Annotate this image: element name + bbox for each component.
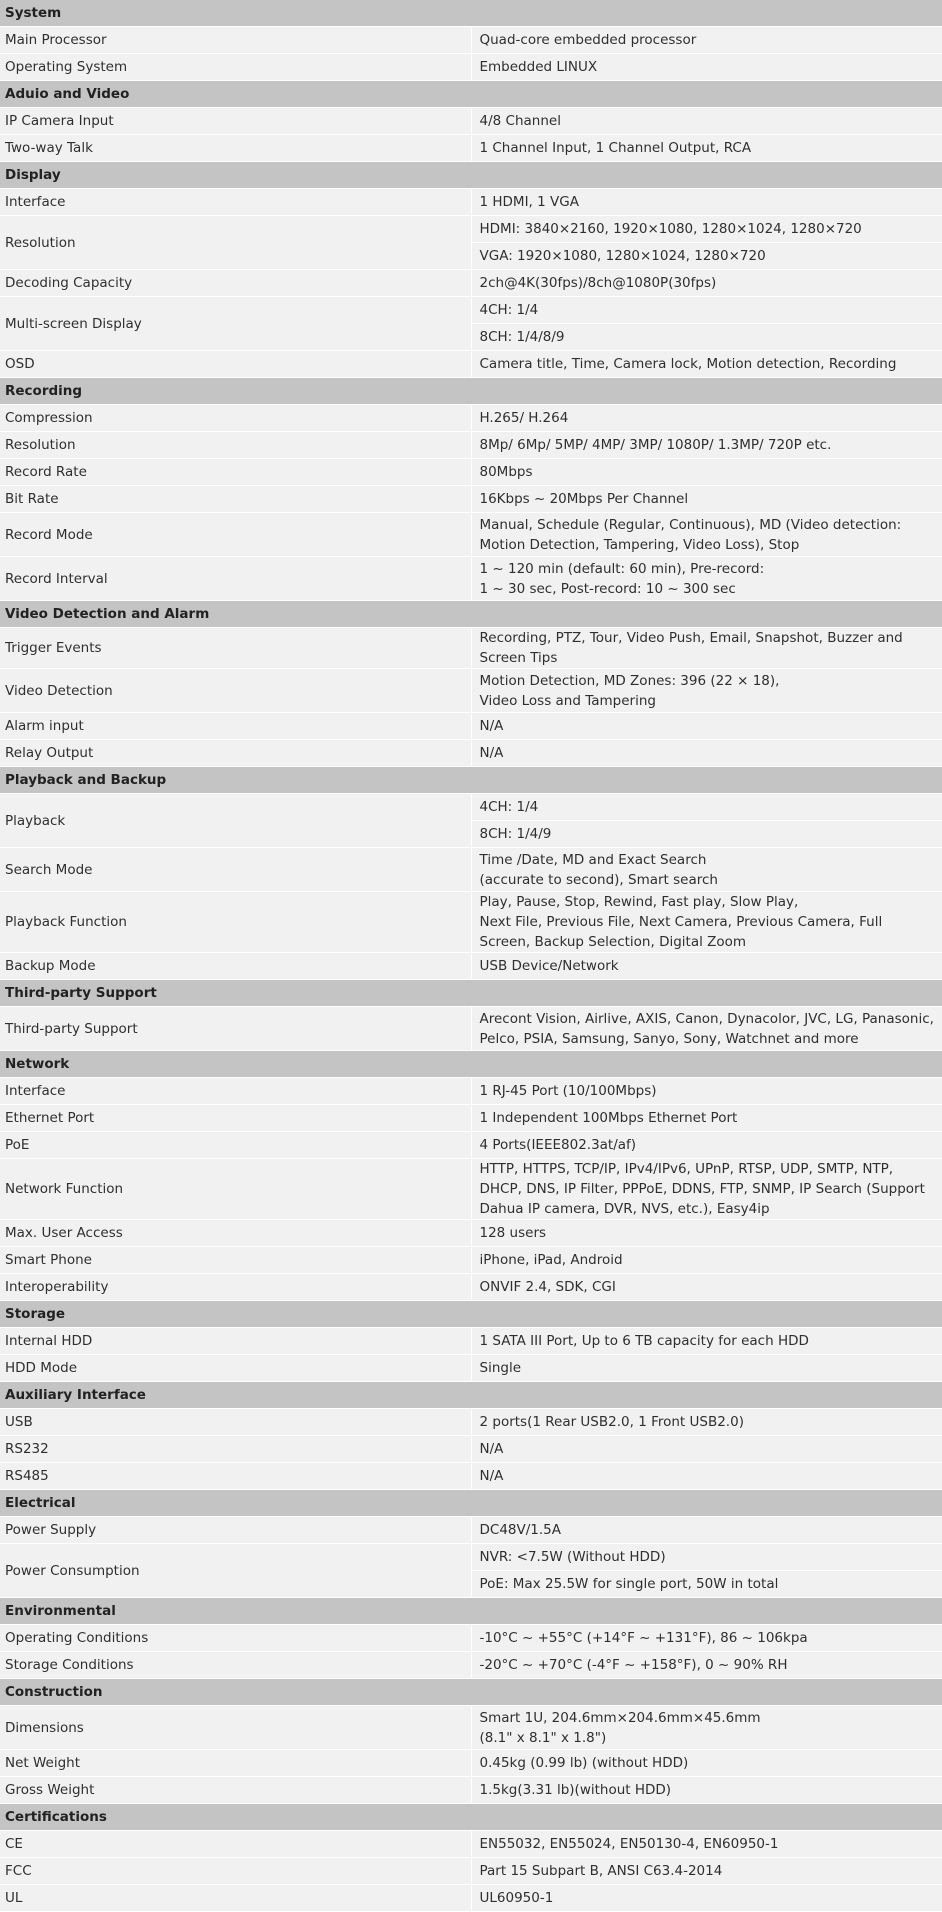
spec-label: Resolution — [0, 216, 471, 270]
spec-row — [0, 1706, 942, 1750]
section-title: Video Detection and Alarm — [0, 601, 942, 628]
spec-row — [0, 1652, 942, 1679]
spec-label: OSD — [0, 351, 471, 378]
spec-value: 2 ports(1 Rear USB2.0, 1 Front USB2.0) — [471, 1409, 942, 1436]
spec-label: Operating Conditions — [0, 1625, 471, 1652]
spec-label: Smart Phone — [0, 1247, 471, 1274]
spec-row — [0, 1132, 942, 1159]
spec-label: Ethernet Port — [0, 1105, 471, 1132]
spec-row — [0, 1220, 942, 1247]
spec-value: Play, Pause, Stop, Rewind, Fast play, Slow Play, Next File, Previous File, Next Camera, Previous Camera, Full Screen, Backup Selection, Digital Zoom — [471, 892, 942, 953]
spec-label: Alarm input — [0, 713, 471, 740]
spec-row — [0, 459, 942, 486]
section-header — [0, 1804, 942, 1831]
spec-value: Part 15 Subpart B, ANSI C63.4-2014 — [471, 1858, 942, 1885]
spec-label: Max. User Access — [0, 1220, 471, 1247]
section-title: Certifications — [0, 1804, 942, 1831]
section-header — [0, 767, 942, 794]
spec-label: IP Camera Input — [0, 108, 471, 135]
spec-label: Power Consumption — [0, 1544, 471, 1598]
spec-label: Record Interval — [0, 557, 471, 601]
spec-label: Net Weight — [0, 1750, 471, 1777]
spec-value: PoE: Max 25.5W for single port, 50W in total — [471, 1571, 942, 1598]
section-header — [0, 980, 942, 1007]
spec-row — [0, 270, 942, 297]
spec-row — [0, 892, 942, 953]
spec-row — [0, 1625, 942, 1652]
spec-row — [0, 405, 942, 432]
spec-value: NVR: <7.5W (Without HDD) — [471, 1544, 942, 1571]
spec-label: Bit Rate — [0, 486, 471, 513]
spec-label: Multi-screen Display — [0, 297, 471, 351]
spec-label: Internal HDD — [0, 1328, 471, 1355]
spec-label: Relay Output — [0, 740, 471, 767]
spec-value: ONVIF 2.4, SDK, CGI — [471, 1274, 942, 1301]
spec-label: Backup Mode — [0, 953, 471, 980]
section-title: Auxiliary Interface — [0, 1382, 942, 1409]
spec-value: 1 SATA III Port, Up to 6 TB capacity for each HDD — [471, 1328, 942, 1355]
spec-value: N/A — [471, 1463, 942, 1490]
spec-row — [0, 1750, 942, 1777]
spec-row — [0, 1355, 942, 1382]
section-title: Environmental — [0, 1598, 942, 1625]
spec-value: 4 Ports(IEEE802.3at/af) — [471, 1132, 942, 1159]
section-title: Playback and Backup — [0, 767, 942, 794]
spec-label: Decoding Capacity — [0, 270, 471, 297]
spec-row — [0, 1777, 942, 1804]
spec-value: 1 RJ-45 Port (10/100Mbps) — [471, 1078, 942, 1105]
spec-row — [0, 1436, 942, 1463]
spec-value: 1 Independent 100Mbps Ethernet Port — [471, 1105, 942, 1132]
spec-label: Third-party Support — [0, 1007, 471, 1051]
section-title: Electrical — [0, 1490, 942, 1517]
spec-row — [0, 1159, 942, 1220]
section-title: Construction — [0, 1679, 942, 1706]
section-header — [0, 1490, 942, 1517]
spec-label: Main Processor — [0, 27, 471, 54]
spec-row — [0, 1007, 942, 1051]
spec-value: 0.45kg (0.99 lb) (without HDD) — [471, 1750, 942, 1777]
spec-label: FCC — [0, 1858, 471, 1885]
spec-value: 80Mbps — [471, 459, 942, 486]
section-title: Third-party Support — [0, 980, 942, 1007]
spec-row — [0, 513, 942, 557]
spec-row — [0, 740, 942, 767]
section-header — [0, 81, 942, 108]
spec-value: Manual, Schedule (Regular, Continuous), MD (Video detection: Motion Detection, Tampering, Video Loss), Stop — [471, 513, 942, 557]
spec-row — [0, 1831, 942, 1858]
section-header — [0, 1679, 942, 1706]
spec-label: Record Rate — [0, 459, 471, 486]
spec-value: Recording, PTZ, Tour, Video Push, Email, Snapshot, Buzzer and Screen Tips — [471, 628, 942, 669]
spec-value: HDMI: 3840×2160, 1920×1080, 1280×1024, 1280×720 — [471, 216, 942, 243]
spec-row — [0, 1274, 942, 1301]
spec-row — [0, 1544, 942, 1571]
spec-label: Dimensions — [0, 1706, 471, 1750]
spec-label: Interface — [0, 1078, 471, 1105]
spec-label: Interoperability — [0, 1274, 471, 1301]
spec-value: 1 ~ 120 min (default: 60 min), Pre-record: 1 ~ 30 sec, Post-record: 10 ~ 300 sec — [471, 557, 942, 601]
spec-row — [0, 351, 942, 378]
section-header — [0, 378, 942, 405]
spec-label: RS232 — [0, 1436, 471, 1463]
section-header — [0, 1301, 942, 1328]
spec-label: Power Supply — [0, 1517, 471, 1544]
spec-value: Time /Date, MD and Exact Search (accurate to second), Smart search — [471, 848, 942, 892]
spec-label: RS485 — [0, 1463, 471, 1490]
section-header — [0, 1382, 942, 1409]
spec-label: PoE — [0, 1132, 471, 1159]
section-title: Network — [0, 1051, 942, 1078]
spec-row — [0, 1247, 942, 1274]
spec-value: DC48V/1.5A — [471, 1517, 942, 1544]
section-header — [0, 1051, 942, 1078]
spec-label: Interface — [0, 189, 471, 216]
spec-row — [0, 297, 942, 324]
spec-label: Storage Conditions — [0, 1652, 471, 1679]
section-title: Display — [0, 162, 942, 189]
spec-value: VGA: 1920×1080, 1280×1024, 1280×720 — [471, 243, 942, 270]
spec-value: USB Device/Network — [471, 953, 942, 980]
section-header — [0, 1598, 942, 1625]
spec-row — [0, 953, 942, 980]
spec-value: 2ch@4K(30fps)/8ch@1080P(30fps) — [471, 270, 942, 297]
spec-row — [0, 189, 942, 216]
section-title: Storage — [0, 1301, 942, 1328]
spec-row — [0, 108, 942, 135]
spec-value: -10°C ~ +55°C (+14°F ~ +131°F), 86 ~ 106kpa — [471, 1625, 942, 1652]
spec-label: USB — [0, 1409, 471, 1436]
section-header — [0, 601, 942, 628]
spec-value: 8CH: 1/4/8/9 — [471, 324, 942, 351]
spec-value: UL60950-1 — [471, 1885, 942, 1912]
spec-row — [0, 628, 942, 669]
spec-value: H.265/ H.264 — [471, 405, 942, 432]
spec-value: Single — [471, 1355, 942, 1382]
spec-label: Network Function — [0, 1159, 471, 1220]
spec-value: 4/8 Channel — [471, 108, 942, 135]
spec-label: Compression — [0, 405, 471, 432]
spec-row — [0, 135, 942, 162]
spec-value: HTTP, HTTPS, TCP/IP, IPv4/IPv6, UPnP, RTSP, UDP, SMTP, NTP, DHCP, DNS, IP Filter, PPPoE, DDNS, FTP, SNMP, IP Search (Support Dahua IP camera, DVR, NVS, etc.), Easy4ip — [471, 1159, 942, 1220]
spec-value: Embedded LINUX — [471, 54, 942, 81]
spec-label: Record Mode — [0, 513, 471, 557]
spec-value: N/A — [471, 1436, 942, 1463]
spec-value: 1 HDMI, 1 VGA — [471, 189, 942, 216]
spec-row — [0, 486, 942, 513]
spec-value: 4CH: 1/4 — [471, 297, 942, 324]
spec-value: 16Kbps ~ 20Mbps Per Channel — [471, 486, 942, 513]
spec-value: 8Mp/ 6Mp/ 5MP/ 4MP/ 3MP/ 1080P/ 1.3MP/ 720P etc. — [471, 432, 942, 459]
section-header — [0, 0, 942, 27]
spec-label: Two-way Talk — [0, 135, 471, 162]
spec-value: 128 users — [471, 1220, 942, 1247]
spec-row — [0, 1105, 942, 1132]
spec-label: Playback — [0, 794, 471, 848]
spec-value: N/A — [471, 713, 942, 740]
spec-value: Camera title, Time, Camera lock, Motion detection, Recording — [471, 351, 942, 378]
spec-row — [0, 432, 942, 459]
spec-label: CE — [0, 1831, 471, 1858]
spec-label: Video Detection — [0, 669, 471, 713]
spec-row — [0, 1328, 942, 1355]
spec-row — [0, 54, 942, 81]
spec-row — [0, 1078, 942, 1105]
spec-value: N/A — [471, 740, 942, 767]
spec-row — [0, 1517, 942, 1544]
spec-value: Motion Detection, MD Zones: 396 (22 × 18), Video Loss and Tampering — [471, 669, 942, 713]
spec-label: Gross Weight — [0, 1777, 471, 1804]
spec-value: 4CH: 1/4 — [471, 794, 942, 821]
section-title: Recording — [0, 378, 942, 405]
spec-value: 1.5kg(3.31 lb)(without HDD) — [471, 1777, 942, 1804]
spec-label: HDD Mode — [0, 1355, 471, 1382]
section-header — [0, 162, 942, 189]
spec-label: Operating System — [0, 54, 471, 81]
spec-row — [0, 1463, 942, 1490]
spec-value: Arecont Vision, Airlive, AXIS, Canon, Dynacolor, JVC, LG, Panasonic, Pelco, PSIA, Samsung, Sanyo, Sony, Watchnet and more — [471, 1007, 942, 1051]
spec-row — [0, 713, 942, 740]
spec-row — [0, 1409, 942, 1436]
spec-value: 8CH: 1/4/9 — [471, 821, 942, 848]
spec-row — [0, 669, 942, 713]
spec-value: 1 Channel Input, 1 Channel Output, RCA — [471, 135, 942, 162]
spec-label: UL — [0, 1885, 471, 1912]
spec-label: Trigger Events — [0, 628, 471, 669]
spec-value: EN55032, EN55024, EN50130-4, EN60950-1 — [471, 1831, 942, 1858]
spec-label: Playback Function — [0, 892, 471, 953]
spec-row — [0, 848, 942, 892]
spec-value: -20°C ~ +70°C (-4°F ~ +158°F), 0 ~ 90% RH — [471, 1652, 942, 1679]
spec-value: Quad-core embedded processor — [471, 27, 942, 54]
spec-row — [0, 557, 942, 601]
spec-value: iPhone, iPad, Android — [471, 1247, 942, 1274]
section-title: System — [0, 0, 942, 27]
section-title: Aduio and Video — [0, 81, 942, 108]
spec-row — [0, 794, 942, 821]
spec-row — [0, 27, 942, 54]
spec-row — [0, 216, 942, 243]
spec-row — [0, 1858, 942, 1885]
spec-value: Smart 1U, 204.6mm×204.6mm×45.6mm (8.1" x 8.1" x 1.8") — [471, 1706, 942, 1750]
spec-label: Resolution — [0, 432, 471, 459]
spec-label: Search Mode — [0, 848, 471, 892]
